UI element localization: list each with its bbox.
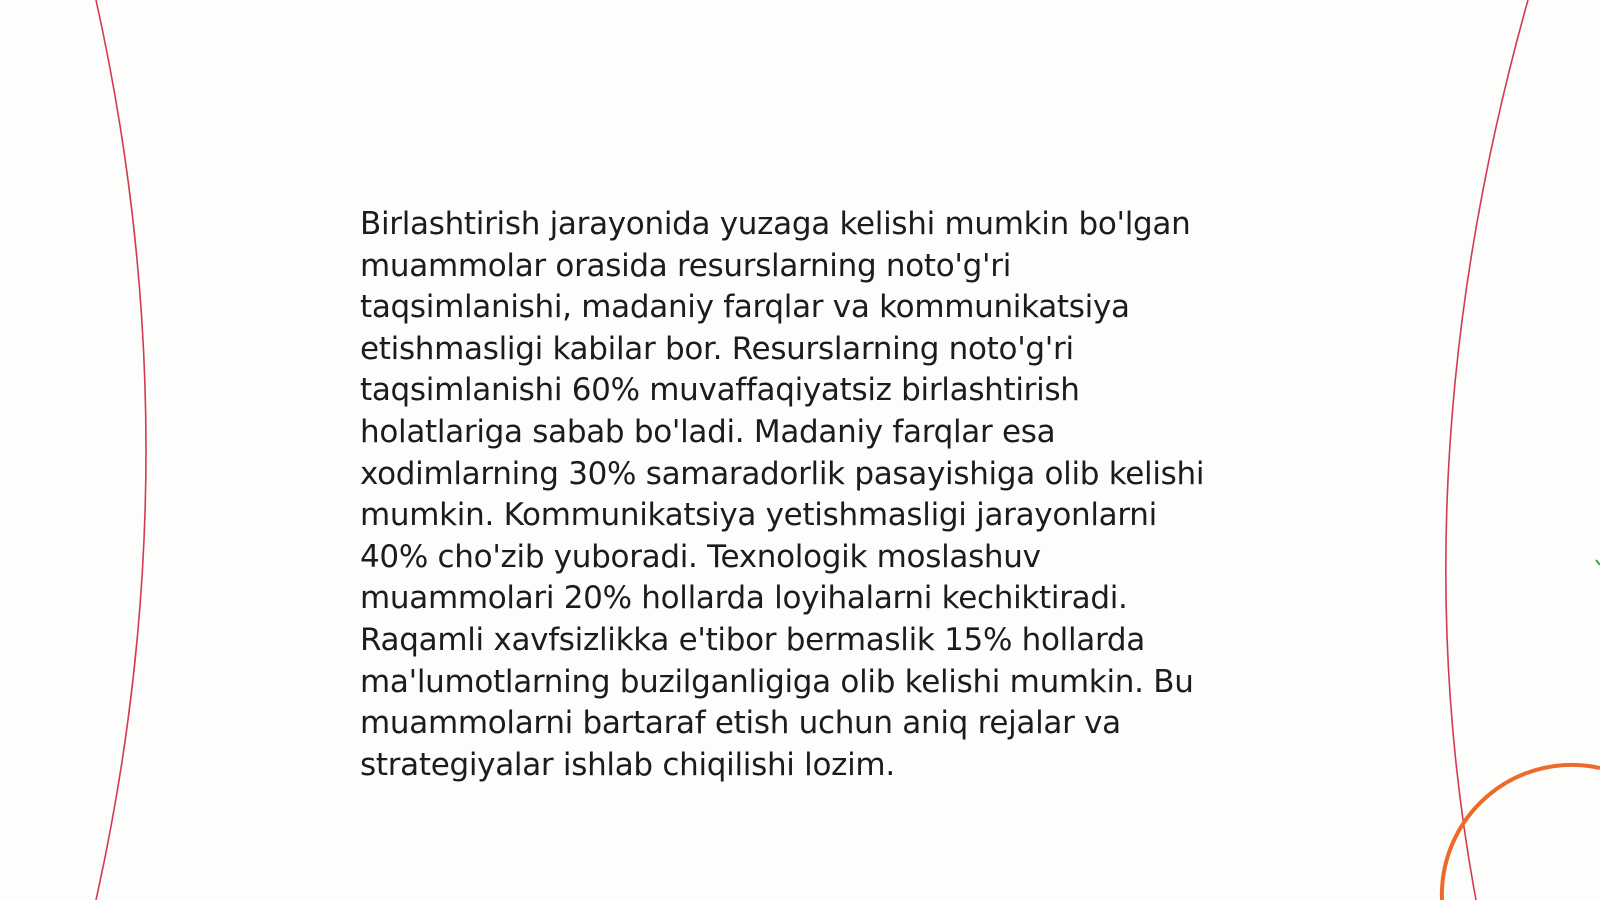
body-paragraph: Birlashtirish jarayonida yuzaga kelishi mumkin bo'lgan muammolar orasida resurslarning noto'g'ri taqsimlanishi, madaniy farqlar va kommunikatsiya etishmasligi kabilar bor. Resurslarning noto'g'ri taqsimlanishi 60% muvaffaqiyatsiz birlashtirish holatlariga sabab bo'ladi. Madaniy farqlar esa xodimlarning 30% samaradorlik pasayishiga olib kelishi mumkin. Kommunikatsiya yetishmasligi jarayonlarni 40% cho'zib yuboradi. Texnologik moslashuv muammolari 20% hollarda loyihalarni kechiktiradi. Raqamli xavfsizlikka e'tibor bermaslik 15% hollarda ma'lumotlarning buzilganligiga olib kelishi mumkin. Bu muammolarni bartaraf etish uchun aniq rejalar va strategiyalar ishlab chiqilishi lozim. bbox=[360, 206, 1205, 783]
orange-arc bbox=[1442, 765, 1600, 900]
green-accent bbox=[1596, 560, 1600, 565]
left-curve-line bbox=[96, 0, 146, 900]
right-curve-line bbox=[1446, 0, 1528, 900]
